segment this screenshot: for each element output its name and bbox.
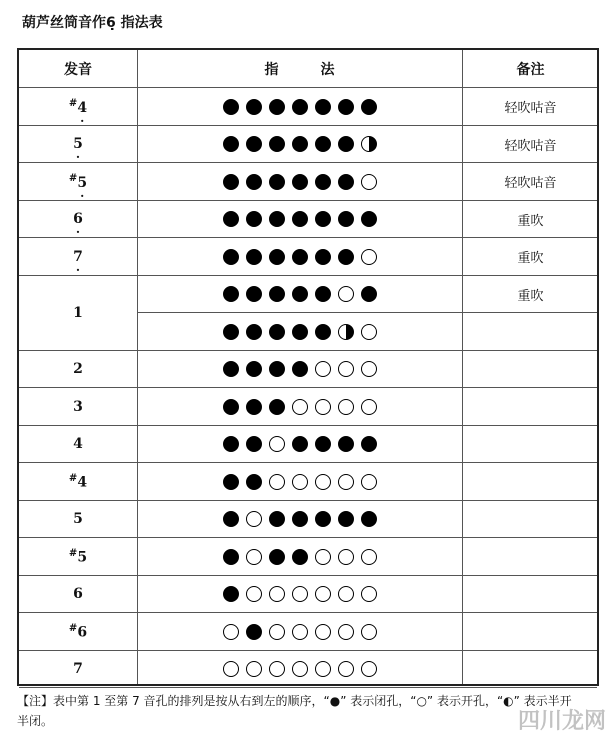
open-hole-icon bbox=[292, 586, 308, 602]
pitch-label bbox=[19, 426, 137, 464]
closed-hole-icon bbox=[223, 249, 239, 265]
fingering-cell bbox=[137, 351, 462, 389]
table-header-row bbox=[19, 50, 597, 88]
open-hole-icon bbox=[338, 474, 354, 490]
pitch-label bbox=[19, 463, 137, 501]
open-hole-icon bbox=[361, 586, 377, 602]
fingering-cell bbox=[137, 201, 462, 239]
closed-hole-icon bbox=[292, 436, 308, 452]
sharp-sign: # bbox=[68, 97, 78, 109]
open-hole-icon bbox=[269, 586, 285, 602]
pitch-number: 1 bbox=[73, 304, 83, 321]
open-hole-icon bbox=[269, 436, 285, 452]
open-hole-icon bbox=[361, 399, 377, 415]
open-hole-icon bbox=[338, 624, 354, 640]
closed-hole-icon bbox=[361, 99, 377, 115]
closed-hole-icon bbox=[223, 586, 239, 602]
closed-hole-icon bbox=[246, 474, 262, 490]
closed-hole-icon bbox=[223, 136, 239, 152]
closed-hole-icon bbox=[246, 136, 262, 152]
open-hole-icon bbox=[361, 624, 377, 640]
pitch-label bbox=[19, 388, 137, 426]
half-hole-icon bbox=[338, 324, 354, 340]
open-hole-icon bbox=[361, 324, 377, 340]
pitch-number: 3 bbox=[73, 398, 83, 415]
closed-hole-icon bbox=[361, 511, 377, 527]
open-hole-icon bbox=[269, 661, 285, 677]
pitch-label bbox=[19, 538, 137, 576]
fingering-cell bbox=[137, 276, 462, 314]
closed-hole-icon bbox=[292, 286, 308, 302]
pitch-number: 4 bbox=[77, 474, 88, 491]
open-hole-icon bbox=[361, 249, 377, 265]
fingering-table bbox=[17, 48, 599, 686]
closed-hole-icon bbox=[269, 549, 285, 565]
half-hole-icon bbox=[361, 136, 377, 152]
closed-hole-icon bbox=[292, 511, 308, 527]
closed-hole-icon bbox=[292, 136, 308, 152]
closed-hole-icon bbox=[292, 249, 308, 265]
pitch-number: 2 bbox=[73, 361, 83, 378]
closed-hole-icon bbox=[246, 361, 262, 377]
open-hole-icon bbox=[269, 624, 285, 640]
fingering-cell bbox=[137, 388, 462, 426]
open-hole-icon bbox=[315, 624, 331, 640]
remark-cell bbox=[462, 426, 599, 464]
pitch-number: 5 . bbox=[73, 136, 83, 152]
remark-cell bbox=[462, 501, 599, 539]
open-hole-icon bbox=[223, 661, 239, 677]
open-hole-icon bbox=[246, 549, 262, 565]
closed-hole-icon bbox=[315, 99, 331, 115]
remark-cell: 轻吹咕音 bbox=[504, 176, 557, 192]
closed-hole-icon bbox=[361, 286, 377, 302]
closed-hole-icon bbox=[338, 99, 354, 115]
sharp-sign: # bbox=[68, 172, 78, 184]
closed-hole-icon bbox=[269, 361, 285, 377]
pitch-number: 6 bbox=[77, 624, 88, 641]
pitch-number: 6 bbox=[73, 586, 83, 603]
open-hole-icon bbox=[361, 474, 377, 490]
open-hole-icon bbox=[338, 661, 354, 677]
closed-hole-icon bbox=[292, 174, 308, 190]
remark-cell bbox=[462, 613, 599, 651]
closed-hole-icon bbox=[361, 436, 377, 452]
remark-cell bbox=[462, 313, 599, 351]
open-hole-icon bbox=[292, 474, 308, 490]
fingering-cell bbox=[137, 88, 462, 126]
closed-hole-icon bbox=[269, 511, 285, 527]
pitch-label bbox=[19, 576, 137, 614]
closed-hole-icon bbox=[338, 136, 354, 152]
closed-hole-icon bbox=[269, 99, 285, 115]
open-hole-icon bbox=[361, 661, 377, 677]
open-hole-icon bbox=[315, 661, 331, 677]
fingering-cell bbox=[137, 613, 462, 651]
open-hole-icon bbox=[338, 399, 354, 415]
watermark: 四川龙网 bbox=[517, 709, 606, 734]
closed-hole-icon bbox=[269, 174, 285, 190]
pitch-number: 5 bbox=[73, 511, 83, 528]
pitch-number: 5 bbox=[77, 549, 88, 566]
remark-cell: 重吹 bbox=[517, 288, 544, 304]
closed-hole-icon bbox=[315, 249, 331, 265]
closed-hole-icon bbox=[269, 286, 285, 302]
closed-hole-icon bbox=[269, 211, 285, 227]
open-hole-icon bbox=[315, 474, 331, 490]
closed-hole-icon bbox=[338, 249, 354, 265]
open-hole-icon bbox=[292, 399, 308, 415]
closed-hole-icon bbox=[315, 286, 331, 302]
open-hole-icon bbox=[246, 511, 262, 527]
pitch-label bbox=[19, 613, 137, 651]
closed-hole-icon bbox=[246, 211, 262, 227]
pitch-number: 7 bbox=[73, 661, 83, 678]
header-fingering: 指 法 bbox=[264, 62, 335, 78]
header-pitch: 发音 bbox=[64, 62, 92, 78]
open-hole-icon bbox=[292, 661, 308, 677]
fingering-cell bbox=[137, 313, 462, 351]
closed-hole-icon bbox=[223, 174, 239, 190]
closed-hole-icon bbox=[338, 211, 354, 227]
closed-hole-icon bbox=[292, 361, 308, 377]
fingering-cell bbox=[137, 576, 462, 614]
closed-hole-icon bbox=[315, 324, 331, 340]
pitch-label bbox=[19, 651, 137, 689]
closed-hole-icon bbox=[315, 174, 331, 190]
remark-cell bbox=[462, 538, 599, 576]
open-hole-icon bbox=[246, 586, 262, 602]
closed-hole-icon bbox=[315, 211, 331, 227]
closed-hole-icon bbox=[246, 99, 262, 115]
closed-hole-icon bbox=[246, 174, 262, 190]
sharp-sign: # bbox=[68, 622, 78, 634]
remark-cell bbox=[462, 651, 599, 689]
pitch-label bbox=[19, 201, 137, 239]
open-hole-icon bbox=[338, 286, 354, 302]
fingering-cell bbox=[137, 463, 462, 501]
open-hole-icon bbox=[338, 549, 354, 565]
closed-hole-icon bbox=[246, 399, 262, 415]
open-hole-icon bbox=[338, 361, 354, 377]
remark-cell bbox=[462, 463, 599, 501]
footnote: 【注】表中第 1 至第 7 音孔的排列是按从右到左的顺序，“●” 表示闭孔，“○” 表示开孔，“◐” 表示半开半闭。 bbox=[17, 694, 572, 728]
open-hole-icon bbox=[315, 586, 331, 602]
open-hole-icon bbox=[338, 586, 354, 602]
closed-hole-icon bbox=[269, 249, 285, 265]
closed-hole-icon bbox=[338, 436, 354, 452]
closed-hole-icon bbox=[292, 99, 308, 115]
open-hole-icon bbox=[223, 624, 239, 640]
open-hole-icon bbox=[315, 399, 331, 415]
closed-hole-icon bbox=[292, 549, 308, 565]
remark-cell bbox=[462, 388, 599, 426]
closed-hole-icon bbox=[246, 286, 262, 302]
open-hole-icon bbox=[315, 549, 331, 565]
pitch-label bbox=[19, 88, 137, 126]
header-remark: 备注 bbox=[516, 62, 545, 78]
pitch-label bbox=[19, 501, 137, 539]
remark-cell: 重吹 bbox=[517, 251, 544, 267]
open-hole-icon bbox=[292, 624, 308, 640]
remark-cell: 重吹 bbox=[517, 213, 544, 229]
fingering-cell bbox=[137, 501, 462, 539]
closed-hole-icon bbox=[269, 399, 285, 415]
pitch-label bbox=[19, 163, 137, 201]
closed-hole-icon bbox=[338, 511, 354, 527]
pitch-number: 4 . bbox=[77, 100, 87, 116]
closed-hole-icon bbox=[315, 511, 331, 527]
closed-hole-icon bbox=[223, 399, 239, 415]
closed-hole-icon bbox=[223, 99, 239, 115]
closed-hole-icon bbox=[246, 249, 262, 265]
sharp-sign: # bbox=[68, 472, 78, 484]
closed-hole-icon bbox=[315, 436, 331, 452]
sharp-sign: # bbox=[68, 547, 78, 559]
page-title: 葫芦丝筒音作6̣ 指法表 bbox=[22, 15, 163, 31]
closed-hole-icon bbox=[338, 174, 354, 190]
closed-hole-icon bbox=[246, 436, 262, 452]
closed-hole-icon bbox=[223, 211, 239, 227]
fingering-cell bbox=[137, 126, 462, 164]
closed-hole-icon bbox=[246, 624, 262, 640]
pitch-label bbox=[19, 126, 137, 164]
pitch-number: 7 . bbox=[73, 249, 83, 265]
pitch-label bbox=[19, 351, 137, 389]
remark-cell: 轻吹咕音 bbox=[504, 138, 557, 154]
closed-hole-icon bbox=[223, 549, 239, 565]
fingering-cell bbox=[137, 163, 462, 201]
pitch-number: 5 . bbox=[77, 175, 87, 191]
closed-hole-icon bbox=[292, 211, 308, 227]
open-hole-icon bbox=[361, 549, 377, 565]
closed-hole-icon bbox=[292, 324, 308, 340]
remark-cell bbox=[462, 576, 599, 614]
closed-hole-icon bbox=[269, 324, 285, 340]
fingering-cell bbox=[137, 238, 462, 276]
closed-hole-icon bbox=[223, 436, 239, 452]
pitch-label bbox=[19, 276, 137, 351]
open-hole-icon bbox=[315, 361, 331, 377]
open-hole-icon bbox=[361, 174, 377, 190]
closed-hole-icon bbox=[223, 286, 239, 302]
closed-hole-icon bbox=[315, 136, 331, 152]
closed-hole-icon bbox=[269, 136, 285, 152]
fingering-cell bbox=[137, 538, 462, 576]
closed-hole-icon bbox=[223, 361, 239, 377]
pitch-number: 4 bbox=[73, 436, 83, 453]
pitch-label bbox=[19, 238, 137, 276]
remark-cell: 轻吹咕音 bbox=[504, 101, 557, 117]
closed-hole-icon bbox=[223, 511, 239, 527]
closed-hole-icon bbox=[361, 211, 377, 227]
open-hole-icon bbox=[269, 474, 285, 490]
closed-hole-icon bbox=[223, 324, 239, 340]
open-hole-icon bbox=[361, 361, 377, 377]
fingering-cell bbox=[137, 651, 462, 689]
closed-hole-icon bbox=[223, 474, 239, 490]
open-hole-icon bbox=[246, 661, 262, 677]
fingering-cell bbox=[137, 426, 462, 464]
remark-cell bbox=[462, 351, 599, 389]
pitch-number: 6 . bbox=[73, 211, 83, 227]
closed-hole-icon bbox=[246, 324, 262, 340]
